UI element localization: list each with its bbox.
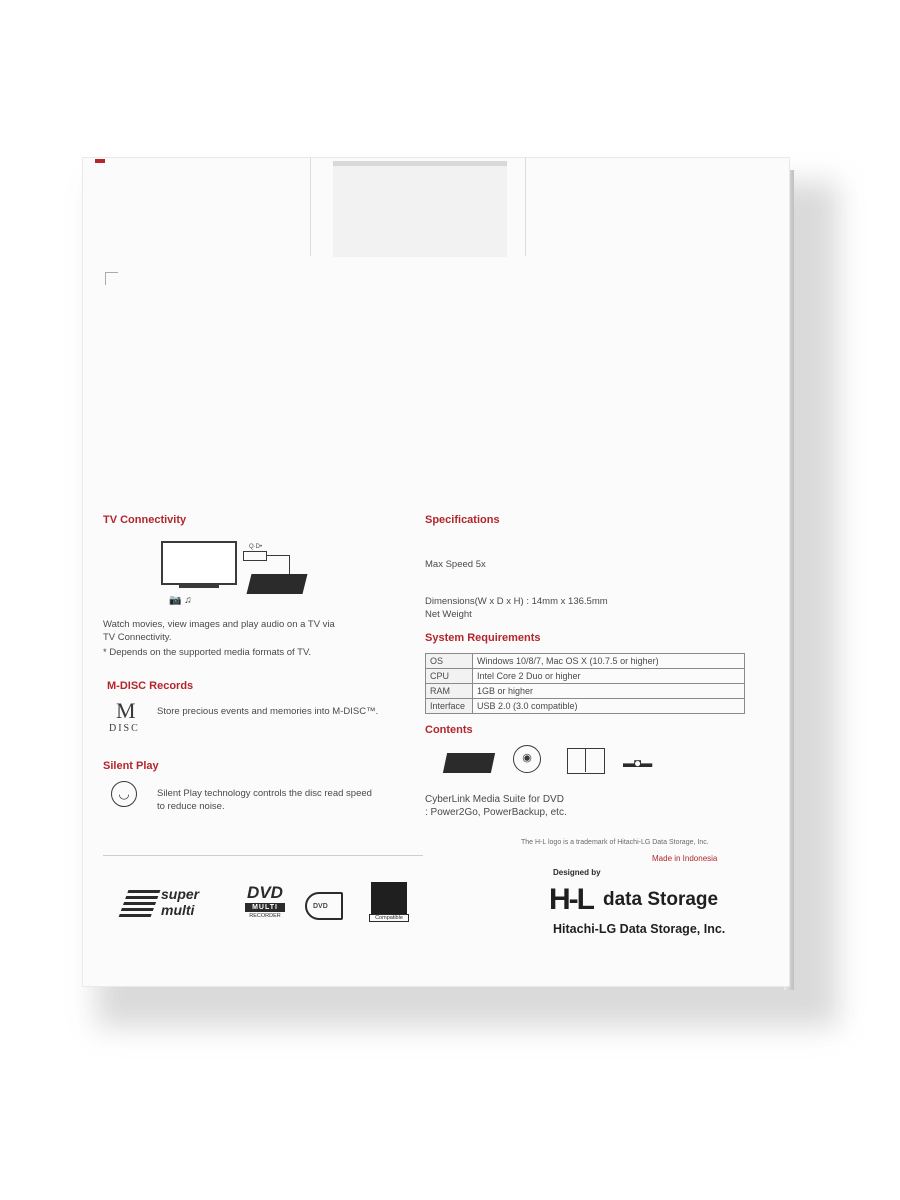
- designed-by: Designed by: [553, 868, 601, 877]
- windows-icon: [371, 882, 407, 914]
- brand-full-name: Hitachi-LG Data Storage, Inc.: [553, 922, 726, 936]
- super-multi-logo: [123, 880, 223, 926]
- spec-row3: Net Weight: [425, 609, 472, 620]
- compatible-label: Compatible: [369, 914, 409, 922]
- usb-cable-icon: ▬◘▬: [623, 756, 652, 770]
- tv-note: * Depends on the supported media formats of TV.: [103, 647, 312, 658]
- req-key: CPU: [426, 669, 473, 684]
- req-key: Interface: [426, 699, 473, 714]
- mdisc-desc: Store precious events and memories into M-DISC™.: [157, 706, 379, 717]
- drive-icon: [247, 574, 308, 594]
- specifications-title: Specifications: [425, 514, 500, 526]
- cable-icon: [267, 555, 290, 574]
- silent-play-title: Silent Play: [103, 760, 159, 772]
- drive-icon: [443, 753, 495, 773]
- tv-desc-line1: Watch movies, view images and play audio on a TV via: [103, 619, 335, 630]
- made-in: Made in Indonesia: [652, 854, 718, 863]
- software-line1: CyberLink Media Suite for DVD: [425, 794, 564, 805]
- hanger-tab: [333, 161, 507, 257]
- spec-row2: Dimensions(W x D x H) : 14mm x 136.5mm: [425, 596, 608, 607]
- contents-title: Contents: [425, 724, 473, 736]
- multi-text: multi: [161, 902, 195, 918]
- mdisc-title: M-DISC Records: [107, 680, 194, 692]
- mdisc-logo-m: M: [116, 698, 136, 723]
- system-requirements-title: System Requirements: [425, 632, 541, 644]
- dvd-text: DVD: [247, 883, 283, 902]
- req-value: Intel Core 2 Duo or higher: [473, 669, 745, 684]
- req-value: Windows 10/8/7, Mac OS X (10.7.5 or higher): [473, 654, 745, 669]
- table-row: [426, 699, 745, 714]
- tv-icon: [161, 541, 237, 585]
- mdisc-logo-disc: DISC: [109, 723, 140, 734]
- tv-stand-icon: [179, 585, 219, 588]
- dvd-recorder-text: RECORDER: [249, 913, 281, 919]
- drive-label: Q·D•: [249, 544, 263, 550]
- tv-connectivity-title: TV Connectivity: [103, 514, 187, 526]
- disc-format-text: DVD: [313, 903, 328, 910]
- red-tab-mark: [95, 159, 105, 163]
- brand-name: data Storage: [603, 889, 719, 910]
- requirements-table: [425, 653, 745, 714]
- table-row: [426, 684, 745, 699]
- req-key: RAM: [426, 684, 473, 699]
- brand-mark-text: H-L: [549, 883, 593, 916]
- software-line2: : Power2Go, PowerBackup, etc.: [425, 807, 567, 818]
- super-text: super: [161, 886, 200, 902]
- super-multi-stripes-icon: [118, 890, 161, 920]
- dvd-multi-text: MULTI: [245, 903, 285, 912]
- spec-row1: Max Speed 5x: [425, 559, 486, 570]
- media-icons: 📷 ♫: [169, 595, 192, 606]
- corner-crop-mark: [105, 272, 118, 285]
- trademark-notice: The H-L logo is a trademark of Hitachi-LG Data Storage, Inc.: [521, 839, 709, 846]
- silent-desc-line2: to reduce noise.: [157, 801, 225, 812]
- brand-logo-icon: [549, 884, 599, 916]
- silent-play-icon: ◡: [111, 781, 137, 807]
- req-value: USB 2.0 (3.0 compatible): [473, 699, 745, 714]
- table-row: [426, 669, 745, 684]
- tv-desc-line2: TV Connectivity.: [103, 632, 172, 643]
- silent-desc-line1: Silent Play technology controls the disc read speed: [157, 788, 372, 799]
- req-key: OS: [426, 654, 473, 669]
- product-box-back: [82, 157, 790, 987]
- table-row: [426, 654, 745, 669]
- req-value: 1GB or higher: [473, 684, 745, 699]
- divider: [103, 855, 423, 856]
- disc-icon: ◉: [513, 745, 541, 773]
- disc-format-logo: [305, 886, 349, 922]
- manual-icon: [567, 748, 605, 774]
- dvd-multi-logo: [240, 884, 290, 926]
- windows-compatible-logo: [369, 882, 409, 928]
